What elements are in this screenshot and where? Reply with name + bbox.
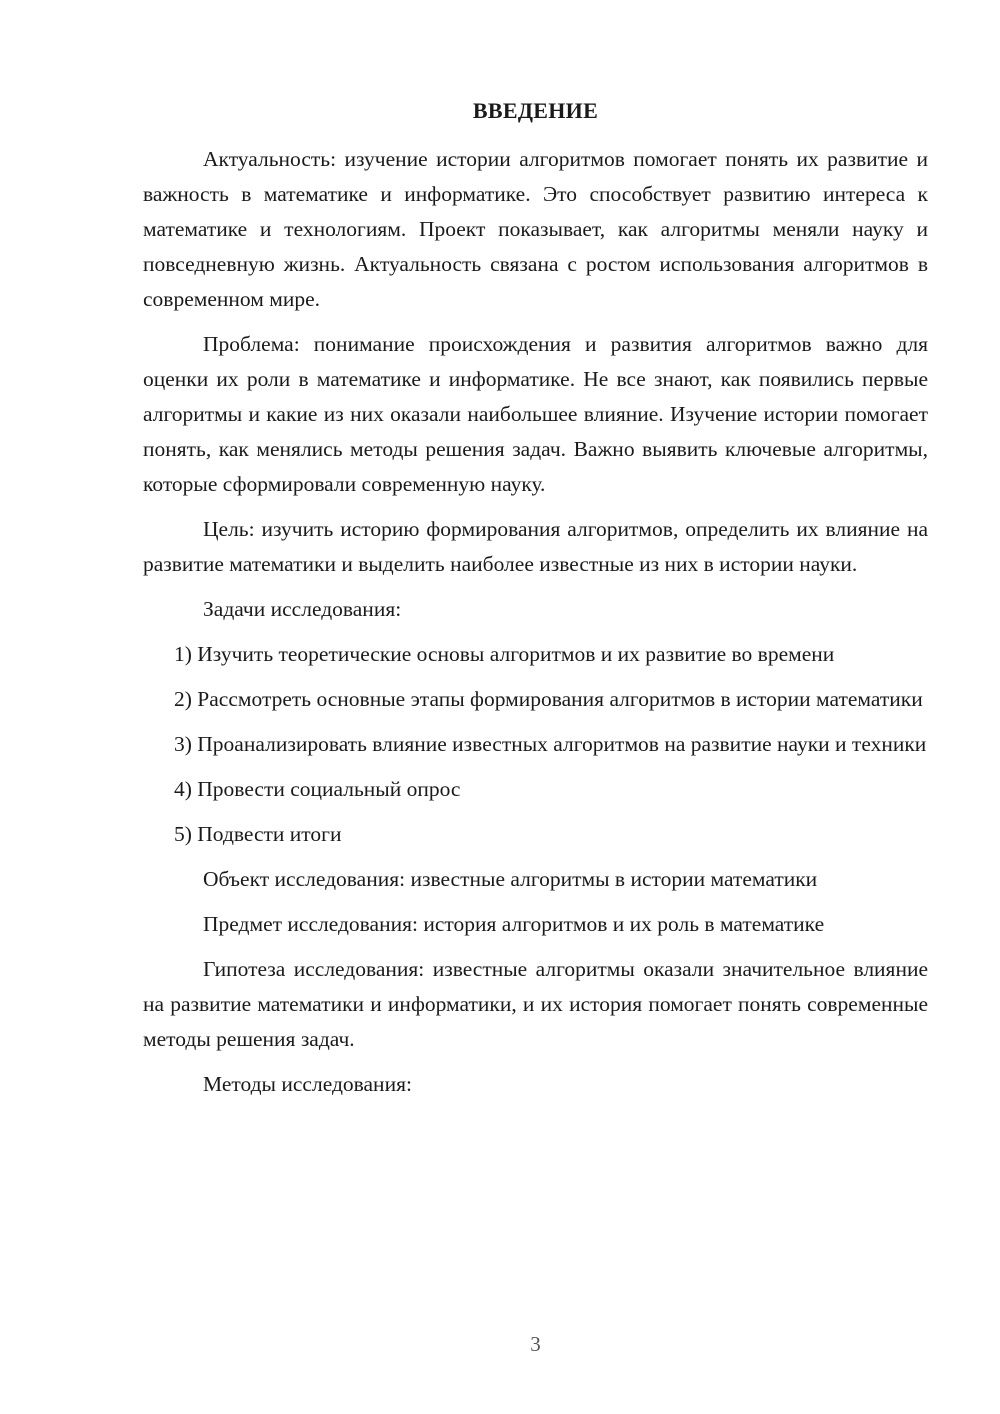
problem-paragraph: Проблема: понимание происхождения и развития алгоритмов важно для оценки их роли в математике и информатике. Не все знают, как появились первые алгоритмы и какие из них оказали наибольшее влияние. Изучение истории помогает понять, как менялись методы решения задач. Важно выявить ключевые алгоритмы, которые сформировали современную науку. [143,332,928,496]
methods-title: Методы исследования: [203,1072,412,1096]
tasks-title: Задачи исследования: [203,597,402,621]
body-text [143,142,928,1112]
section-heading: ВВЕДЕНИЕ [472,98,599,123]
hypothesis-paragraph: Гипотеза исследования: известные алгоритмы оказали значительное влияние на развитие математики и информатики, и их история помогает понять современные методы решения задач. [143,957,928,1051]
task-item-1: 1) Изучить теоретические основы алгоритмов и их развитие во времени [174,642,835,666]
research-subject: Предмет исследования: история алгоритмов и их роль в математике [203,912,825,936]
task-item-3: 3) Проанализировать влияние известных алгоритмов на развитие науки и техники [174,732,927,756]
task-item-2: 2) Рассмотреть основные этапы формирования алгоритмов в истории математики [174,687,923,711]
research-object: Объект исследования: известные алгоритмы в истории математики [203,867,818,891]
task-item-4: 4) Провести социальный опрос [174,777,461,801]
task-item-5: 5) Подвести итоги [174,822,342,846]
document-page [143,0,928,1414]
page-number: 3 [530,1332,541,1356]
relevance-paragraph: Актуальность: изучение истории алгоритмов помогает понять их развитие и важность в математике и информатике. Это способствует развитию интереса к математике и технологиям. Проект показывает, как алгоритмы меняли науку и повседневную жизнь. Актуальность связана с ростом использования алгоритмов в современном мире. [143,147,928,311]
goal-paragraph: Цель: изучить историю формирования алгоритмов, определить их влияние на развитие математики и выделить наиболее известные из них в истории науки. [143,517,928,576]
